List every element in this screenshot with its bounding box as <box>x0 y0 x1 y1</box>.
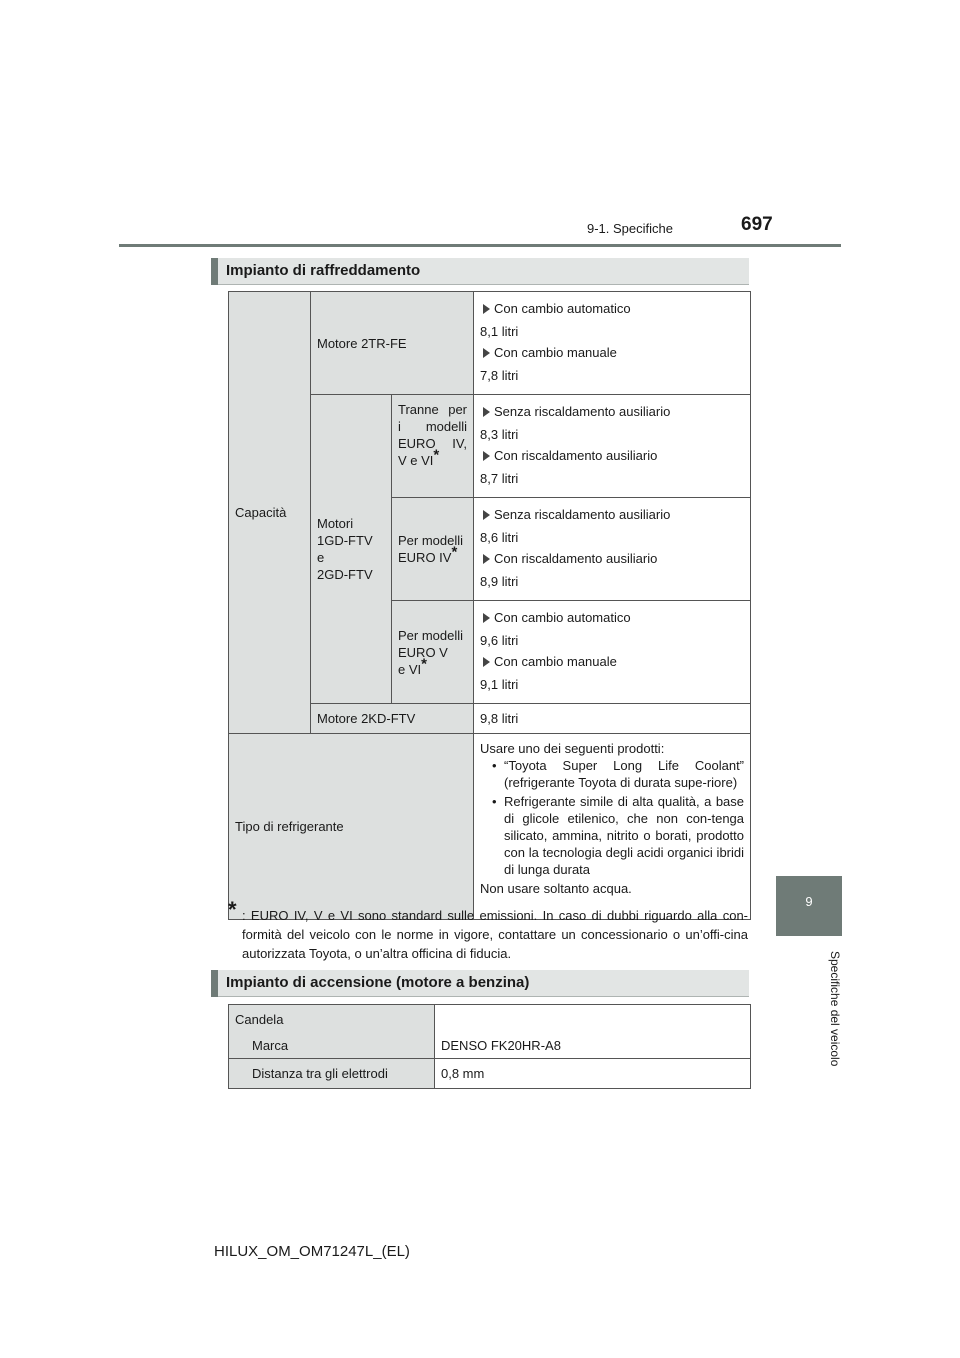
sub3-values <box>474 601 751 704</box>
chapter-number: 9 <box>805 894 813 909</box>
document-code: HILUX_OM_OM71247L_(EL) <box>214 1243 410 1260</box>
engines-gd-label-line: 1GD-FTV <box>317 533 373 548</box>
option-automatic: Con cambio automatico <box>480 609 744 626</box>
section-breadcrumb: 9-1. Specifiche <box>587 221 673 236</box>
page-number: 697 <box>741 214 773 235</box>
list-item: • Refrigerante simile di alta qualità, a base di glicole etilenico, che non con-tenga silicato, ammina, nitrito o borati, prodotto con la tecnologia degli acidi organici ibridi di lunga durata <box>504 793 744 878</box>
engine-2kd-value: 9,8 litri <box>474 704 751 734</box>
sub3-label-line <box>398 655 467 678</box>
value-2tr-manual: 7,8 litri <box>480 368 519 383</box>
option-aux-heater: Con riscaldamento ausiliario <box>480 447 744 464</box>
engines-gd-label-line: Motori <box>317 516 354 531</box>
value-2tr-automatic: 8,1 litri <box>480 324 519 339</box>
coolant-type-label: Tipo di refrigerante <box>229 734 474 920</box>
spark-plug-label: Candela <box>235 1012 284 1027</box>
coolant-list <box>480 757 744 878</box>
value-sub1-aux: 8,7 litri <box>480 471 519 486</box>
coolant-intro: Usare uno dei seguenti prodotti: <box>480 741 665 756</box>
sub2-label-line: Per modelli <box>398 533 464 548</box>
ignition-section-header <box>211 970 749 997</box>
footnote-star: * <box>228 897 237 922</box>
sub3-label-line: Per modelli <box>398 627 464 643</box>
footnote-star: * <box>421 655 427 673</box>
spark-plug-label-cell <box>229 1005 435 1059</box>
sub1-label-line <box>398 446 467 469</box>
sub1-values <box>474 395 751 498</box>
option-manual: Con cambio manuale <box>480 653 744 670</box>
sub1-label-line: i modelli <box>398 419 468 434</box>
engine-2kd-label: Motore 2KD-FTV <box>311 704 474 734</box>
option-no-aux-heater: Senza riscaldamento ausiliario <box>480 506 744 523</box>
value-sub2-no-aux: 8,6 litri <box>480 530 519 545</box>
sub1-label-line: Tranne per <box>398 402 468 417</box>
engines-gd-label-line: e <box>317 550 325 565</box>
sub2-label-text: EURO IV <box>398 550 452 565</box>
sub2-label <box>392 498 474 601</box>
cooling-table <box>228 291 751 920</box>
capacity-label: Capacità <box>229 292 311 734</box>
value-sub2-aux: 8,9 litri <box>480 574 519 589</box>
coolant-type-value <box>474 734 751 920</box>
option-aux-heater: Con riscaldamento ausiliario <box>480 550 744 567</box>
cooling-section-header <box>211 258 749 285</box>
option-manual: Con cambio manuale <box>480 344 744 361</box>
value-sub1-no-aux: 8,3 litri <box>480 427 519 442</box>
engines-gd-label <box>311 395 392 704</box>
option-no-aux-heater: Senza riscaldamento ausiliario <box>480 403 744 420</box>
footnote-star: * <box>451 543 458 561</box>
list-item: • “Toyota Super Long Life Coolant” (refrigerante Toyota di durata supe-riore) <box>504 757 744 791</box>
section-header-bar <box>211 258 218 285</box>
sub2-label-line <box>398 543 467 566</box>
engines-gd-label-line: 2GD-FTV <box>317 567 373 582</box>
option-automatic: Con cambio automatico <box>480 300 744 317</box>
engine-2tr-label: Motore 2TR-FE <box>311 292 474 395</box>
value-sub3-manual: 9,1 litri <box>480 677 519 692</box>
electrode-gap-value: 0,8 mm <box>435 1059 751 1089</box>
brand-label: Marca <box>252 1038 289 1053</box>
ignition-section-title: Impianto di accensione (motore a benzina) <box>226 974 530 991</box>
chapter-label: Specifiche del veicolo <box>828 951 842 1067</box>
sub1-label <box>392 395 474 498</box>
chapter-tab <box>776 876 842 936</box>
footnote <box>228 897 748 963</box>
footnote-text: : EURO IV, V e VI sono standard sulle emissioni. In caso di dubbi riguardo alla con-formità del veicolo con le norme in vigore, contattare un concessionario o un’offi-cina autorizzata Toyota, o un’altra officina di fiducia. <box>242 908 748 961</box>
coolant-outro: Non usare soltanto acqua. <box>480 881 632 896</box>
footnote-star: * <box>433 446 440 464</box>
sub1-label-text: V e VI <box>398 453 434 468</box>
electrode-gap-label: Distanza tra gli elettrodi <box>229 1059 435 1089</box>
value-sub3-automatic: 9,6 litri <box>480 633 519 648</box>
sub3-label-line: EURO V <box>398 644 448 660</box>
section-header-bar <box>211 970 218 997</box>
cooling-section-title: Impianto di raffreddamento <box>226 262 421 279</box>
sub2-values <box>474 498 751 601</box>
sub3-label <box>392 601 474 704</box>
header-rule <box>119 244 841 247</box>
sub1-label-line: EURO IV, <box>398 436 468 451</box>
sub3-label-text: e VI <box>398 661 422 677</box>
ignition-table <box>228 1004 751 1089</box>
engine-2tr-values <box>474 292 751 395</box>
brand-value: DENSO FK20HR-A8 <box>435 1005 751 1059</box>
